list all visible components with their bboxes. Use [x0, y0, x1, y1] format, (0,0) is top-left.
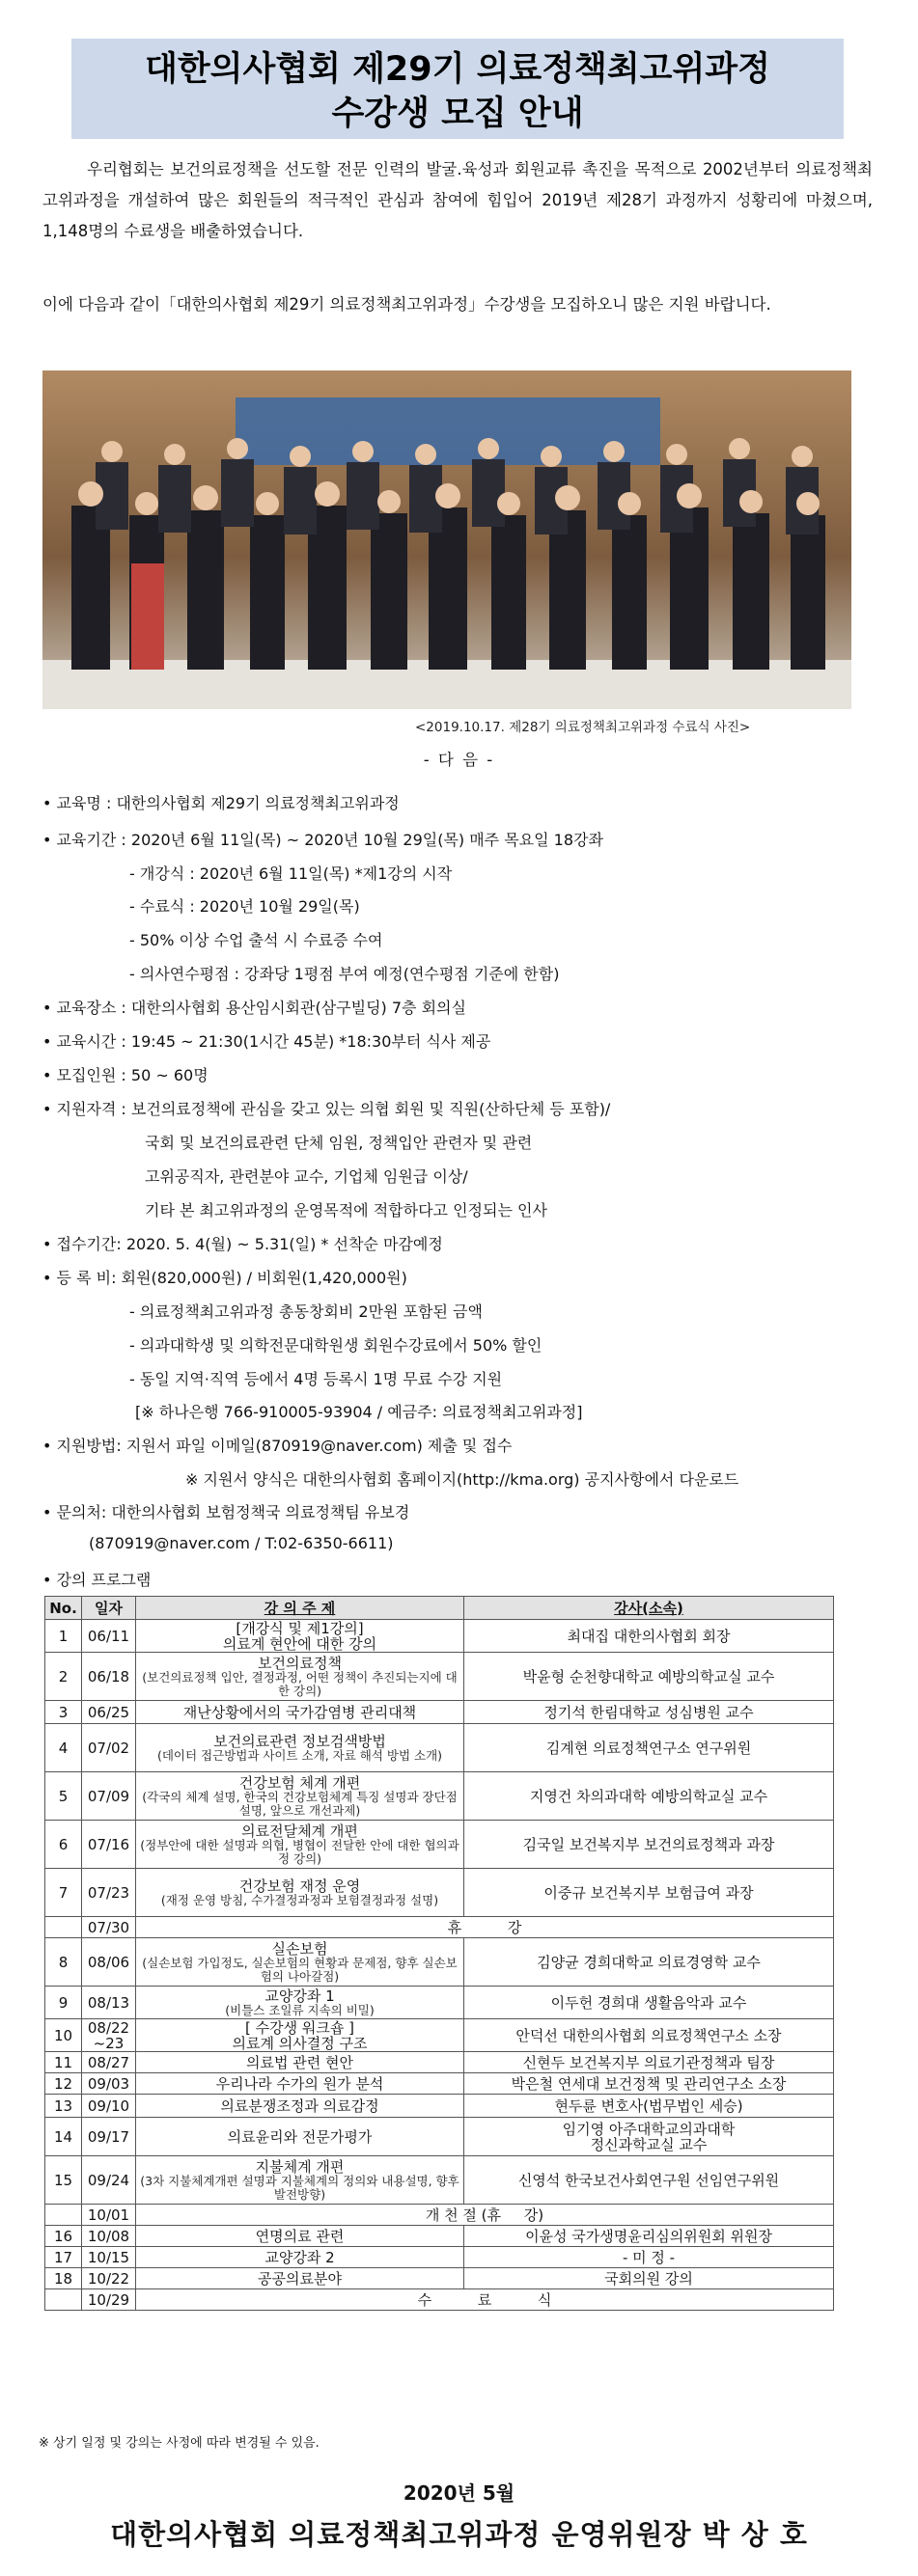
table-row [45, 1724, 834, 1772]
table-row [45, 2019, 834, 2052]
cell-no: 15 [45, 2156, 82, 2205]
cell-lecturer: 김양균 경희대학교 의료경영학 교수 [464, 1938, 834, 1987]
cell-subject [136, 1987, 464, 2019]
intro-paragraph-2: 이에 다음과 같이「대한의사협회 제29기 의료정책최고위과정」수강생을 모집하오니 많은 지원 바랍니다. [42, 295, 771, 314]
subject-title: 건강보험 체계 개편 [238, 1773, 361, 1792]
cell-subject [136, 1701, 464, 1724]
cell-date: 07/02 [82, 1724, 136, 1772]
subject-title: 건강보험 재정 운영 [238, 1877, 361, 1895]
info-item-how-to-apply: • 지원방법: 지원서 파일 이메일(870919@naver.com) 제출 및 접수 [42, 1437, 513, 1455]
cell-subject [136, 2247, 464, 2268]
cell-subject [136, 2156, 464, 2205]
cell-date: 08/22 ~23 [82, 2019, 136, 2052]
table-row [45, 2118, 834, 2156]
subject-detail: (실손보험 가입정도, 실손보험의 현황과 문제점, 향후 실손보험의 나아갈점) [142, 1955, 458, 1984]
subject-detail: (재정 운영 방침, 수가결정과정과 보험결정과정 설명) [160, 1892, 439, 1907]
header-date: 일자 [82, 1597, 136, 1620]
subject-title: 의료분쟁조정과 의료감정 [220, 2096, 379, 2115]
program-table [44, 1596, 834, 2311]
cell-subject [136, 2095, 464, 2118]
cell-lecturer: 임기영 아주대학교의과대학 정신과학교실 교수 [464, 2118, 834, 2156]
cell-date: 08/13 [82, 1987, 136, 2019]
title-banner [71, 39, 844, 139]
table-row [45, 1987, 834, 2019]
subject-title: 보건의료정책 [258, 1654, 342, 1672]
cell-holiday: 수 료 식 [136, 2289, 834, 2311]
table-row [45, 1701, 834, 1724]
table-row [45, 1620, 834, 1653]
group-photo [42, 370, 851, 709]
info-fee-note-2: - 의과대학생 및 의학전문대학원생 회원수강료에서 50% 할인 [129, 1336, 542, 1355]
cell-subject [136, 1821, 464, 1869]
cell-date: 06/18 [82, 1653, 136, 1701]
info-item-capacity: • 모집인원 : 50 ~ 60명 [42, 1066, 209, 1084]
info-bank-account: [※ 하나은행 766-910005-93904 / 예금주: 의료정책최고위과정] [135, 1403, 583, 1421]
subject-detail: (각국의 체계 설명, 한국의 건강보험체계 특징 설명과 장단점 설명, 앞으로 개선과제) [142, 1789, 458, 1818]
cell-no: 18 [45, 2268, 82, 2289]
header-no: No. [45, 1597, 82, 1620]
cell-lecturer: - 미 정 - [464, 2247, 834, 2268]
subject-title: 교양강좌 1 [264, 1987, 335, 2005]
table-row [45, 1938, 834, 1987]
cell-subject [136, 1938, 464, 1987]
table-header-row [45, 1597, 834, 1620]
cell-lecturer: 박윤형 순천향대학교 예방의학교실 교수 [464, 1653, 834, 1701]
cell-lecturer: 최대집 대한의사협회 회장 [464, 1620, 834, 1653]
subject-title: 의료윤리와 전문가평가 [227, 2127, 373, 2146]
cell-date: 08/06 [82, 1938, 136, 1987]
cell-no: 4 [45, 1724, 82, 1772]
subject-title-line-2: 의료계 현안에 대한 강의 [222, 1634, 377, 1653]
table-row [45, 2095, 834, 2118]
cell-date: 07/16 [82, 1821, 136, 1869]
cell-no: 8 [45, 1938, 82, 1987]
cell-lecturer: 지영건 차의과대학 예방의학교실 교수 [464, 1772, 834, 1821]
cell-no: 9 [45, 1987, 82, 2019]
cell-lecturer: 이두헌 경희대 생활음악과 교수 [464, 1987, 834, 2019]
intro-paragraph-1: 우리협회는 보건의료정책을 선도할 전문 인력의 발굴.육성과 회원교류 촉진을 목적으로 2002년부터 의료정책최고위과정을 개설하여 많은 회원들의 적극적인 관심과 참여에 힘입어 2019년 제28기 과정까지 성황리에 마쳤으며, 1,148명의 수료생을 배출하였습니다. [42, 160, 873, 240]
cell-subject [136, 1724, 464, 1772]
info-item-application-period: • 접수기간: 2020. 5. 4(월) ~ 5.31(일) * 선착순 마감예정 [42, 1235, 443, 1253]
cell-no: 12 [45, 2073, 82, 2095]
cell-no [45, 2289, 82, 2311]
subject-title: 교양강좌 2 [264, 2248, 335, 2266]
cell-no: 6 [45, 1821, 82, 1869]
cell-lecturer: 이윤성 국가생명윤리심의위원회 위원장 [464, 2226, 834, 2247]
cell-date: 09/17 [82, 2118, 136, 2156]
cell-no: 7 [45, 1869, 82, 1917]
cell-subject [136, 2019, 464, 2052]
title-line-1: 대한의사협회 제29기 의료정책최고위과정 [145, 50, 770, 89]
cell-date: 07/09 [82, 1772, 136, 1821]
cell-subject [136, 1869, 464, 1917]
info-eligibility-line-2: 국회 및 보건의료관련 단체 임원, 정책입안 관련자 및 관련 [145, 1134, 533, 1152]
cell-date: 06/25 [82, 1701, 136, 1724]
info-item-period: • 교육기간 : 2020년 6월 11일(목) ~ 2020년 10월 29일(목) 매주 목요일 18강좌 [42, 831, 603, 849]
cell-subject [136, 2226, 464, 2247]
cell-lecturer: 안덕선 대한의사협회 의료정책연구소 소장 [464, 2019, 834, 2052]
section-heading: - 다 음 - [423, 751, 495, 769]
table-row [45, 2289, 834, 2311]
schedule-note: ※ 상기 일정 및 강의는 사정에 따라 변경될 수 있음. [39, 2436, 320, 2451]
cell-subject [136, 1772, 464, 1821]
cell-subject [136, 2118, 464, 2156]
info-subitem-completion: - 수료식 : 2020년 10월 29일(목) [129, 897, 360, 916]
cell-no: 5 [45, 1772, 82, 1821]
cell-date: 10/29 [82, 2289, 136, 2311]
cell-date: 09/24 [82, 2156, 136, 2205]
cell-no [45, 1917, 82, 1938]
cell-date: 10/15 [82, 2247, 136, 2268]
table-row [45, 2247, 834, 2268]
cell-date: 10/08 [82, 2226, 136, 2247]
cell-lecturer: 신영석 한국보건사회연구원 선임연구위원 [464, 2156, 834, 2205]
program-label: • 강의 프로그램 [42, 1571, 152, 1589]
info-form-download-note: ※ 지원서 양식은 대한의사협회 홈페이지(http://kma.org) 공지사항에서 다운로드 [185, 1470, 739, 1489]
info-item-contact: • 문의처: 대한의사협회 보험정책국 의료정책팀 유보경 [42, 1503, 410, 1521]
info-item-venue: • 교육장소 : 대한의사협회 용산임시회관(삼구빌딩) 7층 회의실 [42, 999, 466, 1017]
table-row [45, 2226, 834, 2247]
subject-detail: (보건의료정책 입안, 결정과정, 어떤 정책이 추진되는지에 대한 강의) [142, 1669, 458, 1698]
cell-date: 09/03 [82, 2073, 136, 2095]
info-contact-detail: (870919@naver.com / T:02-6350-6611) [89, 1534, 394, 1552]
subject-detail: (정부안에 대한 설명과 의협, 병협이 전달한 안에 대한 협의과정 강의) [140, 1837, 459, 1866]
subject-title-line-2: 의료계 의사결정 구조 [232, 2034, 368, 2052]
cell-no: 10 [45, 2019, 82, 2052]
cell-lecturer: 현두륜 변호사(법무법인 세승) [464, 2095, 834, 2118]
subject-title: 보건의료관련 정보검색방법 [213, 1732, 386, 1750]
subject-title: 지불체계 개편 [255, 2157, 345, 2176]
cell-lecturer: 김국일 보건복지부 보건의료정책과 과장 [464, 1821, 834, 1869]
cell-date: 09/10 [82, 2095, 136, 2118]
cell-subject [136, 2073, 464, 2095]
cell-lecturer: 이중규 보건복지부 보험급여 과장 [464, 1869, 834, 1917]
cell-no: 16 [45, 2226, 82, 2247]
info-item-course: • 교육명 : 대한의사협회 제29기 의료정책최고위과정 [42, 794, 400, 812]
header-lecturer: 강사(소속) [464, 1597, 834, 1620]
subject-title: [ 수강생 워크숍 ] [245, 2018, 354, 2037]
table-row [45, 2205, 834, 2226]
cell-no: 1 [45, 1620, 82, 1653]
info-item-fee: • 등 록 비: 회원(820,000원) / 비회원(1,420,000원) [42, 1269, 407, 1287]
cell-date: 07/23 [82, 1869, 136, 1917]
table-row [45, 1821, 834, 1869]
program-table-body [45, 1620, 834, 2311]
cell-no: 13 [45, 2095, 82, 2118]
info-eligibility-line-3: 고위공직자, 관련분야 교수, 기업체 임원급 이상/ [145, 1167, 468, 1186]
cell-date: 10/01 [82, 2205, 136, 2226]
cell-no: 14 [45, 2118, 82, 2156]
group-photo-illustration [42, 370, 851, 709]
cell-no: 11 [45, 2052, 82, 2073]
subject-detail: (비틀스 조일류 지속의 비밀) [225, 2002, 375, 2017]
cell-no: 2 [45, 1653, 82, 1701]
subject-title: 의료전달체계 개편 [241, 1822, 358, 1840]
header-subject: 강 의 주 제 [136, 1597, 464, 1620]
table-row [45, 2268, 834, 2289]
table-row [45, 1869, 834, 1917]
info-subitem-credits: - 의사연수평점 : 강좌당 1평점 부여 예정(연수평점 기준에 한함) [129, 965, 560, 983]
subject-title: 연명의료 관련 [255, 2227, 345, 2245]
cell-date: 10/22 [82, 2268, 136, 2289]
info-subitem-attendance: - 50% 이상 수업 출석 시 수료증 수여 [129, 931, 383, 949]
table-row [45, 1917, 834, 1938]
info-eligibility-line-4: 기타 본 최고위과정의 운영목적에 적합하다고 인정되는 인사 [145, 1201, 547, 1219]
cell-subject [136, 1653, 464, 1701]
info-fee-note-3: - 동일 지역·직역 등에서 4명 등록시 1명 무료 수강 지원 [129, 1370, 503, 1388]
cell-lecturer: 신현두 보건복지부 의료기관정책과 팀장 [464, 2052, 834, 2073]
subject-title: 공공의료분야 [258, 2269, 342, 2288]
title-line-2: 수강생 모집 안내 [331, 95, 584, 133]
subject-title: 실손보험 [271, 1939, 328, 1958]
subject-detail: (3차 지불체계개편 설명과 지불체계의 정의와 내용설명, 향후 발전방향) [140, 2173, 459, 2202]
subject-title: 재난상황에서의 국가감염병 관리대책 [182, 1703, 417, 1721]
cell-no: 17 [45, 2247, 82, 2268]
photo-caption: <2019.10.17. 제28기 의료정책최고위과정 수료식 사진> [415, 720, 751, 735]
cell-lecturer: 정기석 한림대학교 성심병원 교수 [464, 1701, 834, 1724]
info-item-eligibility: • 지원자격 : 보건의료정책에 관심을 갖고 있는 의협 회원 및 직원(산하단체 등 포함)/ [42, 1100, 611, 1118]
cell-lecturer: 박은철 연세대 보건정책 및 관리연구소 소장 [464, 2073, 834, 2095]
subject-title: 의료법 관련 현안 [246, 2053, 353, 2071]
cell-subject [136, 2268, 464, 2289]
cell-subject [136, 2052, 464, 2073]
cell-lecturer: 김계현 의료정책연구소 연구위원 [464, 1724, 834, 1772]
table-row [45, 2156, 834, 2205]
info-fee-note-1: - 의료정책최고위과정 총동창회비 2만원 포함된 금액 [129, 1302, 483, 1321]
cell-holiday: 개 천 절 (휴 강) [136, 2205, 834, 2226]
cell-no: 3 [45, 1701, 82, 1724]
cell-subject [136, 1620, 464, 1653]
info-subitem-opening: - 개강식 : 2020년 6월 11일(목) *제1강의 시작 [129, 864, 453, 883]
table-row [45, 2073, 834, 2095]
table-row [45, 1772, 834, 1821]
cell-holiday: 휴 강 [136, 1917, 834, 1938]
info-item-time: • 교육시간 : 19:45 ~ 21:30(1시간 45분) *18:30부터 식사 제공 [42, 1032, 491, 1051]
cell-date: 08/27 [82, 2052, 136, 2073]
cell-no [45, 2205, 82, 2226]
subject-detail: (데이터 접근방법과 사이트 소개, 자료 해석 방법 소개) [156, 1747, 443, 1763]
footer-signature: 대한의사협회 의료정책최고위과정 운영위원장 박 상 호 [110, 2518, 808, 2551]
table-row [45, 2052, 834, 2073]
cell-date: 06/11 [82, 1620, 136, 1653]
cell-date: 07/30 [82, 1917, 136, 1938]
subject-title: 우리나라 수가의 원가 분석 [215, 2074, 384, 2093]
table-row [45, 1653, 834, 1701]
footer-date: 2020년 5월 [403, 2481, 515, 2505]
cell-lecturer: 국회의원 강의 [464, 2268, 834, 2289]
subject-title: [개강식 및 제1강의] [236, 1619, 364, 1637]
